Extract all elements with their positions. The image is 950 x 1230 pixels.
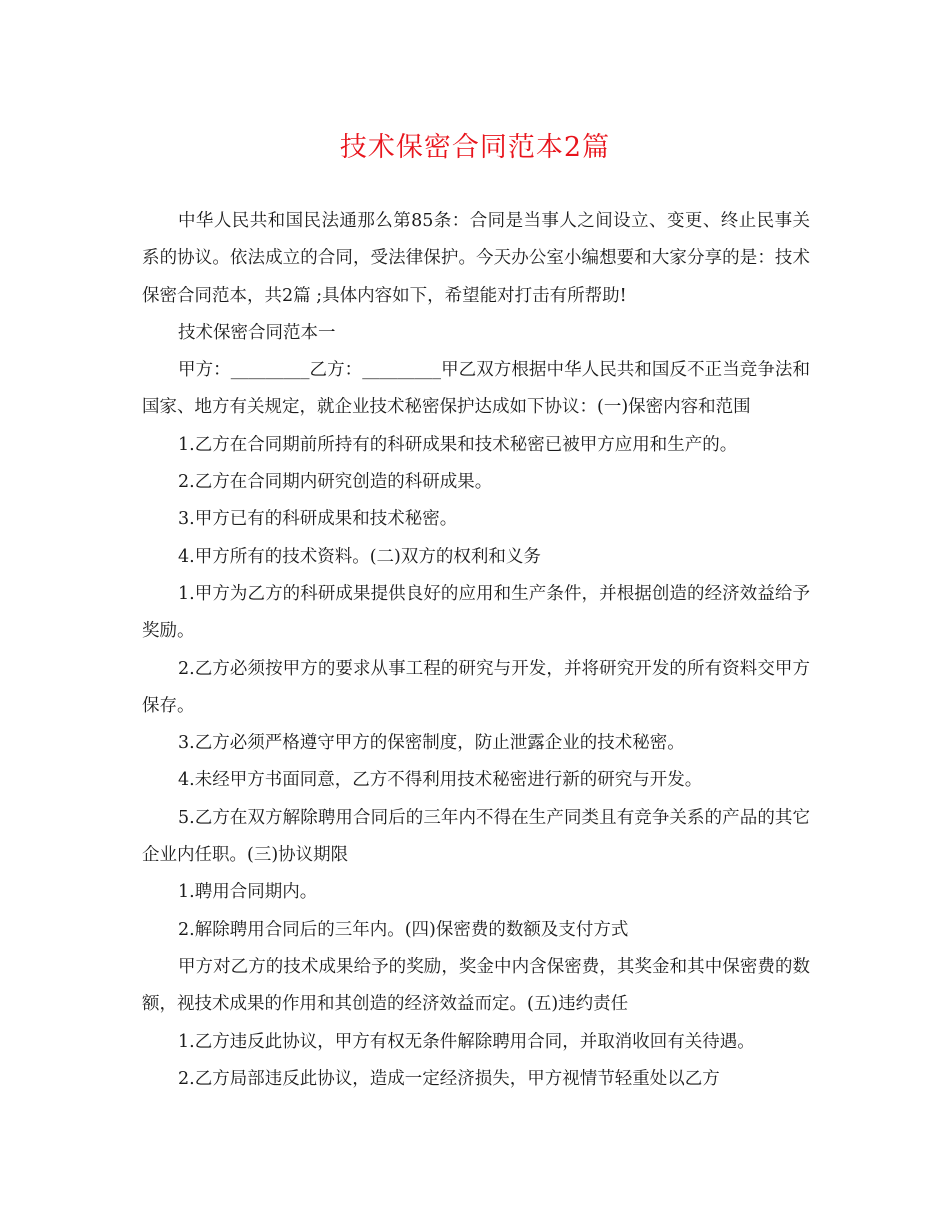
paragraph-item: 1.甲方为乙方的科研成果提供良好的应用和生产条件，并根据创造的经济效益给予奖励。 (142, 583, 810, 642)
document-title: 技术保密合同范本2篇 (339, 132, 611, 163)
paragraph-section-heading: 技术保密合同范本一 (178, 322, 336, 343)
paragraph-item: 2.解除聘用合同后的三年内。(四)保密费的数额及支付方式 (178, 919, 629, 940)
paragraph-item: 4.未经甲方书面同意，乙方不得利用技术秘密进行新的研究与开发。 (178, 770, 703, 791)
paragraph-item: 3.甲方已有的科研成果和技术秘密。 (178, 509, 458, 530)
paragraph-item: 2.乙方局部违反此协议，造成一定经济损失，甲方视情节轻重处以乙方 (178, 1068, 720, 1089)
paragraph-item: 1.乙方在合同期前所持有的科研成果和技术秘密已被甲方应用和生产的。 (178, 434, 738, 455)
paragraph-item: 4.甲方所有的技术资料。(二)双方的权利和义务 (178, 546, 541, 567)
document-body (142, 203, 810, 1098)
paragraph-item: 2.乙方必须按甲方的要求从事工程的研究与开发，并将研究开发的所有资料交甲方保存。 (142, 658, 810, 716)
paragraph-item: 3.乙方必须严格遵守甲方的保密制度，防止泄露企业的技术秘密。 (178, 733, 685, 754)
paragraph-item: 5.乙方在双方解除聘用合同后的三年内不得在生产同类且有竞争关系的产品的其它企业内任职。(三)协议期限 (142, 807, 810, 866)
paragraph-intro: 中华人民共和国民法通那么第85条：合同是当事人之间设立、变更、终止民事关系的协议。依法成立的合同，受法律保护。今天办公室小编想要和大家分享的是：技术保密合同范本，共2篇 ;具体内容如下，希望能对打击有所帮助! (142, 211, 810, 306)
paragraph-parties: 甲方：_________乙方：_________甲乙双方根据中华人民共和国反不正当竞争法和国家、地方有关规定，就企业技术秘密保护达成如下协议：(一)保密内容和范围 (142, 360, 810, 418)
paragraph-item: 甲方对乙方的技术成果给予的奖励，奖金中内含保密费，其奖金和其中保密费的数额，视技术成果的作用和其创造的经济效益而定。(五)违约责任 (142, 956, 810, 1015)
paragraph-item: 1.聘用合同期内。 (178, 882, 318, 903)
paragraph-item: 1.乙方违反此协议，甲方有权无条件解除聘用合同，并取消收回有关待遇。 (178, 1031, 755, 1052)
paragraph-item: 2.乙方在合同期内研究创造的科研成果。 (178, 472, 493, 493)
